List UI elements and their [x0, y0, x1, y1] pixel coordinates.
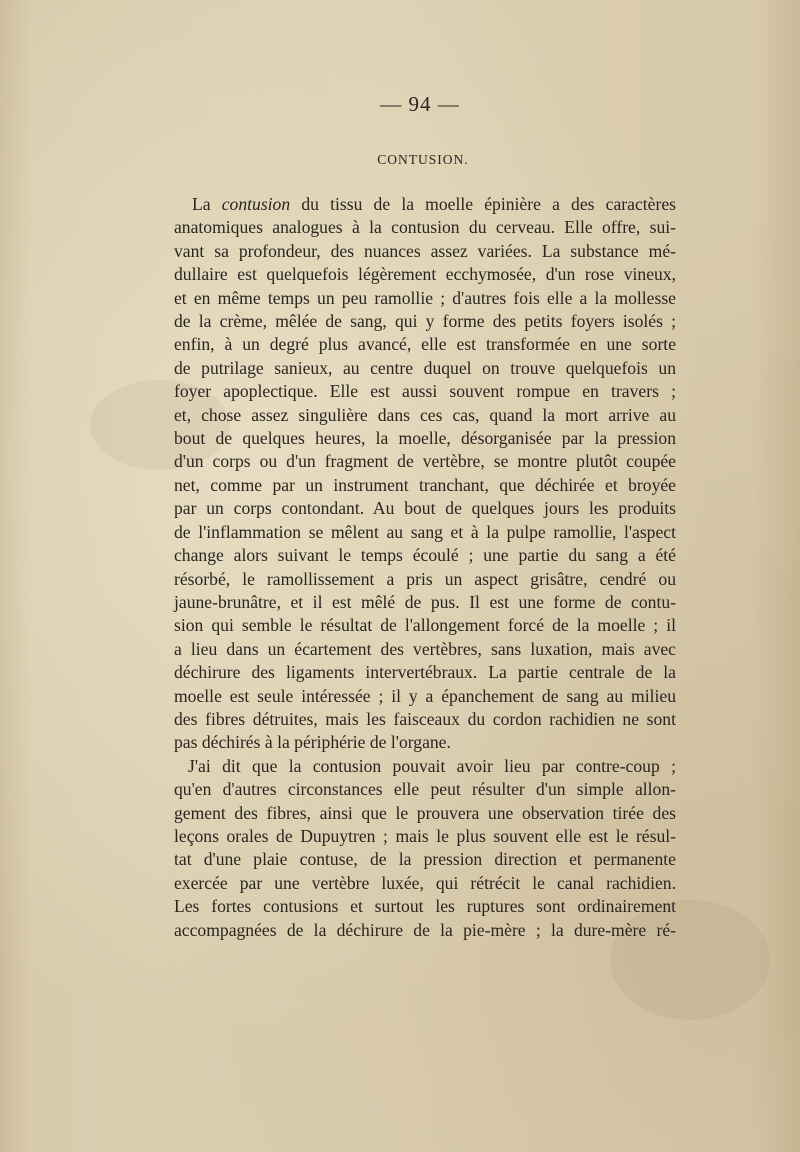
- emphasis-term: contusion: [221, 194, 291, 214]
- text-line: foyer apoplectique. Elle est aussi souvent rompue en travers ;: [174, 381, 676, 402]
- text-line: a lieu dans un écartement des vertèbres, sans luxation, mais avec: [174, 638, 676, 659]
- text-line: tat d'une plaie contuse, de la pression direction et permanente: [174, 849, 676, 870]
- text-line: de l'inflammation se mêlent au sang et à la pulpe ramollie, l'aspect: [174, 521, 676, 542]
- text-line: pas déchirés à la périphérie de l'organe.: [174, 732, 451, 753]
- paragraph-2: [174, 755, 676, 942]
- text-line: de putrilage sanieux, au centre duquel on trouve quelquefois un: [174, 357, 676, 378]
- text-line: net, comme par un instrument tranchant, que déchirée et broyée: [174, 474, 676, 495]
- text-line: bout de quelques heures, la moelle, désorganisée par la pression: [174, 428, 676, 449]
- text-line: sion qui semble le résultat de l'allongement forcé de la moelle ; il: [174, 615, 676, 636]
- text-line: La contusion du tissu de la moelle épinière a des caractères: [192, 194, 676, 214]
- text-line: qu'en d'autres circonstances elle peut résulter d'un simple allon-: [174, 779, 676, 800]
- text-line: d'un corps ou d'un fragment de vertèbre, se montre plutôt coupée: [174, 451, 676, 472]
- text-line: et, chose assez singulière dans ces cas, quand la mort arrive au: [174, 404, 676, 425]
- text-line: des fibres détruites, mais les faisceaux du cordon rachidien ne sont: [174, 708, 676, 729]
- page-number: — 94 —: [380, 92, 460, 116]
- text-line: Les fortes contusions et surtout les ruptures sont ordinairement: [174, 896, 676, 917]
- text-line: accompagnées de la déchirure de la pie-mère ; la dure-mère ré-: [174, 919, 676, 940]
- text-line: résorbé, le ramollissement a pris un aspect grisâtre, cendré ou: [174, 568, 676, 589]
- text-line: anatomiques analogues à la contusion du cerveau. Elle offre, sui-: [174, 217, 676, 238]
- body-text: [174, 193, 676, 942]
- text-line: enfin, à un degré plus avancé, elle est transformée en une sorte: [174, 334, 676, 355]
- text-line: déchirure des ligaments intervertébraux. La partie centrale de la: [174, 662, 676, 683]
- text-line: et en même temps un peu ramollie ; d'autres fois elle a la mollesse: [174, 287, 676, 308]
- text-line: par un corps contondant. Au bout de quelques jours les produits: [174, 498, 676, 519]
- text-line: change alors suivant le temps écoulé ; une partie du sang a été: [174, 545, 676, 566]
- text-line: de la crème, mêlée de sang, qui y forme des petits foyers isolés ;: [174, 311, 676, 332]
- section-title: CONTUSION.: [377, 152, 469, 167]
- text-line: gement des fibres, ainsi que le prouvera une observation tirée des: [174, 802, 676, 823]
- text-line: moelle est seule intéressée ; il y a épanchement de sang au milieu: [174, 685, 676, 706]
- text-line: dullaire est quelquefois légèrement ecchymosée, d'un rose vineux,: [174, 264, 676, 285]
- paragraph-1: [174, 193, 676, 755]
- text-line: J'ai dit que la contusion pouvait avoir lieu par contre-coup ;: [188, 755, 676, 776]
- text-line: jaune-brunâtre, et il est mêlé de pus. Il est une forme de contu-: [174, 591, 676, 612]
- text-line: leçons orales de Dupuytren ; mais le plus souvent elle est le résul-: [174, 825, 676, 846]
- text-line: exercée par une vertèbre luxée, qui rétrécit le canal rachidien.: [174, 872, 676, 893]
- text-line: vant sa profondeur, des nuances assez variées. La substance mé-: [174, 240, 676, 261]
